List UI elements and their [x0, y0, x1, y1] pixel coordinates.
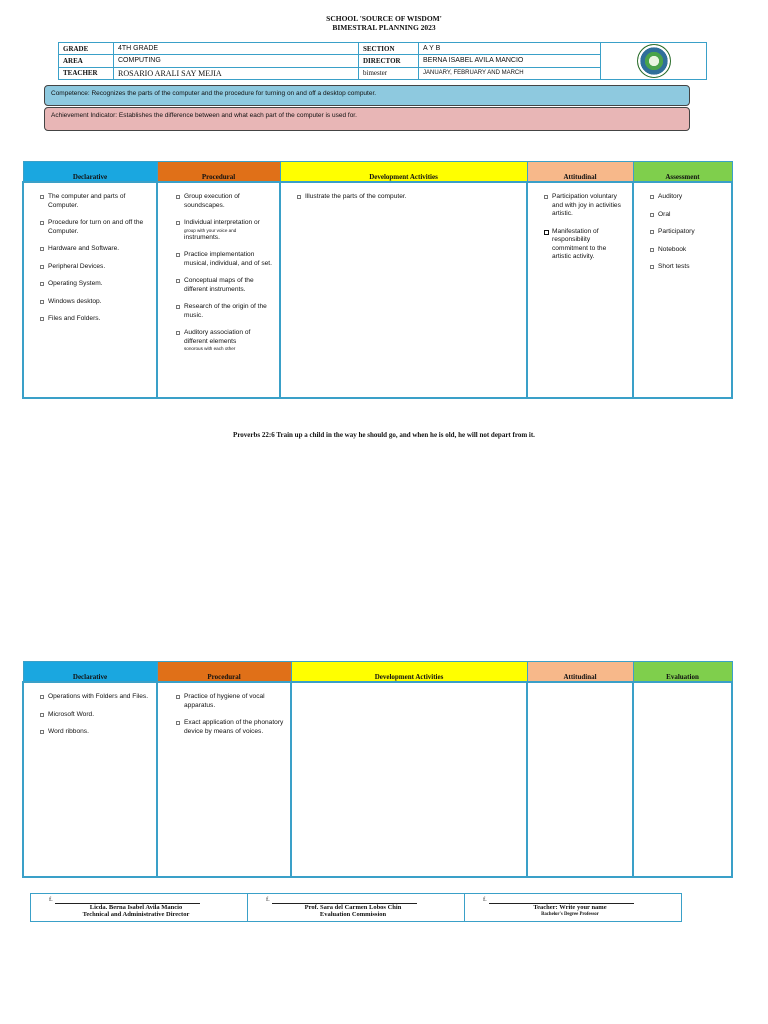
teacher-label: TEACHER — [59, 67, 114, 79]
planning-title: BIMESTRAL PLANNING 2023 — [332, 23, 436, 32]
assessment-cell — [633, 182, 732, 398]
list-item: Microsoft Word. — [40, 711, 150, 720]
list-item: Procedure for turn on and off the Computer. — [40, 219, 150, 236]
school-name: SCHOOL 'SOURCE OF WISDOM' — [326, 14, 442, 23]
signature-table — [30, 893, 682, 922]
list-item: Operating System. — [40, 280, 150, 289]
header-attitudinal: Attitudinal — [527, 162, 633, 183]
section-label: SECTION — [359, 43, 419, 55]
declarative-cell — [23, 182, 157, 398]
header-development: Development Activities — [280, 162, 527, 183]
development-cell — [291, 682, 527, 877]
list-item: Auditory — [650, 193, 725, 202]
list-item: Research of the origin of the music. — [176, 303, 273, 320]
signature-evaluation: f. Prof. Sara del Carmen Lobos Chin Evaluation Commission — [248, 894, 465, 922]
list-item: Short tests — [650, 263, 725, 272]
attitudinal-cell — [527, 182, 633, 398]
header-procedural: Procedural — [157, 162, 280, 183]
teacher-value: ROSARIO ARALI SAY MEJIA — [114, 67, 359, 79]
header-declarative: Declarative — [23, 162, 157, 183]
header-attitudinal: Attitudinal — [527, 662, 633, 683]
list-item: Auditory association of different elements sonorous with each other — [176, 329, 273, 352]
info-table — [58, 42, 707, 80]
list-item: Word ribbons. — [40, 728, 150, 737]
list-item: Group execution of soundscapes. — [176, 193, 273, 210]
list-item: Files and Folders. — [40, 315, 150, 324]
list-item: Operations with Folders and Files. — [40, 693, 150, 702]
list-item: Notebook — [650, 246, 725, 255]
development-cell — [280, 182, 527, 398]
list-item: The computer and parts of Computer. — [40, 193, 150, 210]
school-seal-cell — [601, 43, 707, 80]
procedural-cell — [157, 682, 291, 877]
signature-teacher: f. Teacher: Write your name Bachelor's Degree Professor — [465, 894, 682, 922]
list-item: Individual interpretation or group with your voice and instruments. — [176, 219, 273, 242]
list-item: Exact application of the phonatory device by means of voices. — [176, 719, 284, 736]
list-item: Illustrate the parts of the computer. — [297, 193, 520, 202]
bimester-label: bimester — [359, 67, 419, 79]
area-label: AREA — [59, 55, 114, 67]
document-header — [0, 14, 768, 32]
grade-label: GRADE — [59, 43, 114, 55]
planning-table-1 — [22, 161, 733, 399]
list-item: Peripheral Devices. — [40, 263, 150, 272]
evaluation-cell — [633, 682, 732, 877]
header-declarative: Declarative — [23, 662, 157, 683]
list-item: Practice of hygiene of vocal apparatus. — [176, 693, 284, 710]
competence-banner: Competence: Recognizes the parts of the computer and the procedure for turning on and off a desktop computer. — [44, 85, 690, 106]
list-item: Participatory — [650, 228, 725, 237]
list-item: Practice implementation musical, individual, and of set. — [176, 251, 273, 268]
signature-director: f. Licda. Berna Isabel Avila Mancio Technical and Administrative Director — [31, 894, 248, 922]
header-procedural: Procedural — [157, 662, 291, 683]
proverb-quote: Proverbs 22:6 Train up a child in the way he should go, and when he is old, he will not depart from it. — [233, 431, 535, 439]
bimester-value: JANUARY, FEBRUARY AND MARCH — [419, 67, 601, 79]
list-item: Conceptual maps of the different instruments. — [176, 277, 273, 294]
director-label: DIRECTOR — [359, 55, 419, 67]
header-evaluation: Evaluation — [633, 662, 732, 683]
grade-value: 4TH GRADE — [114, 43, 359, 55]
attitudinal-cell — [527, 682, 633, 877]
list-item: Participation voluntary and with joy in activities artistic. — [544, 193, 626, 219]
area-value: COMPUTING — [114, 55, 359, 67]
declarative-cell — [23, 682, 157, 877]
list-item: Manifestation of responsibility commitment to the artistic activity. — [544, 228, 626, 262]
list-item: Hardware and Software. — [40, 245, 150, 254]
header-assessment: Assessment — [633, 162, 732, 183]
procedural-cell — [157, 182, 280, 398]
list-item: Oral — [650, 211, 725, 220]
director-value: BERNA ISABEL AVILA MANCIO — [419, 55, 601, 67]
achievement-banner: Achievement Indicator: Establishes the difference between and what each part of the computer is used for. — [44, 107, 690, 131]
planning-table-2 — [22, 661, 733, 878]
list-item: Windows desktop. — [40, 298, 150, 307]
school-seal-logo — [637, 44, 671, 78]
header-development: Development Activities — [291, 662, 527, 683]
section-value: A Y B — [419, 43, 601, 55]
